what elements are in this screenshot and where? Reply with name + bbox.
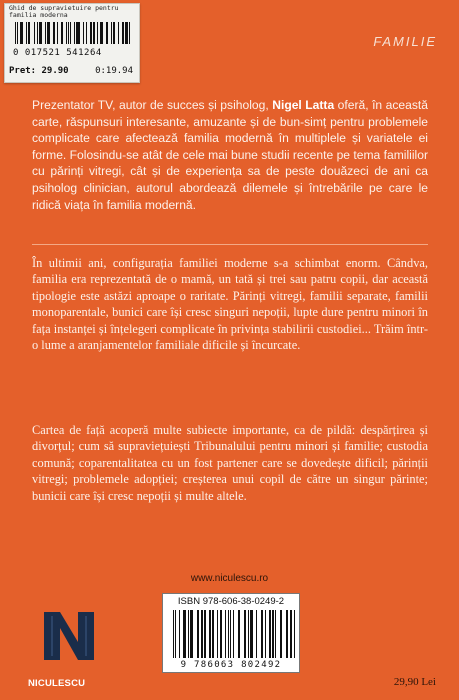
barcode-bar xyxy=(53,22,54,44)
barcode-bar xyxy=(175,610,176,658)
intro-before: Prezentator TV, autor de succes și psiholog, xyxy=(32,98,273,112)
barcode-bar xyxy=(45,22,46,44)
barcode-bar xyxy=(228,610,229,658)
barcode-bar xyxy=(66,22,67,44)
isbn-number: ISBN 978-606-38-0249-2 xyxy=(177,596,285,607)
barcode-bar xyxy=(265,610,266,658)
barcode-bar xyxy=(39,22,42,44)
publisher-website: www.niculescu.ro xyxy=(190,573,269,584)
barcode-bar xyxy=(212,610,214,658)
barcode-bar xyxy=(173,610,174,658)
isbn-barcode-bars xyxy=(173,610,289,658)
sticker-barcode xyxy=(15,22,127,44)
category-label: FAMILIE xyxy=(373,34,437,49)
barcode-bar xyxy=(188,610,189,658)
barcode-bar xyxy=(201,610,202,658)
barcode-bar xyxy=(183,610,185,658)
barcode-bar xyxy=(17,22,18,44)
barcode-bar xyxy=(28,22,30,44)
barcode-bar xyxy=(275,610,276,658)
barcode-bar xyxy=(106,22,108,44)
barcode-bar xyxy=(233,610,234,658)
sticker-time: 0:19.94 xyxy=(95,66,133,76)
price-sticker xyxy=(4,3,140,83)
barcode-bar xyxy=(90,22,92,44)
barcode-bar xyxy=(15,22,16,44)
barcode-bar xyxy=(238,610,240,658)
barcode-bar xyxy=(113,22,115,44)
barcode-digits: 9 786063 802492 xyxy=(180,660,282,670)
barcode-bar xyxy=(57,22,58,44)
cover-price: 29,90 Lei xyxy=(393,676,436,688)
barcode-bar xyxy=(248,610,249,658)
barcode-bar xyxy=(127,22,128,44)
isbn-barcode xyxy=(162,593,300,673)
barcode-bar xyxy=(190,610,193,658)
barcode-bar xyxy=(61,22,63,44)
barcode-bar xyxy=(179,610,180,658)
publisher-name: NICULESCU xyxy=(28,678,86,689)
sticker-title: Ghid de supravietuire pentru familia moderna xyxy=(9,4,119,19)
barcode-bar xyxy=(244,610,246,658)
barcode-bar xyxy=(204,610,206,658)
barcode-bar xyxy=(118,22,119,44)
publisher-logo-icon xyxy=(40,606,96,662)
barcode-bar xyxy=(294,610,295,658)
body-paragraph-1: În ultimii ani, configurația familiei moderne s-a schimbat enorm. Cândva, familia era reprezentată de o mamă, un tată și trei sau patru copii, dar această tipologie este astăzi aproape o raritate. Părinți vitregi, familii separate, familii monoparentale, bunici care își cresc singuri nepoții, lupte dure pentru minori în fața instanței și înțelegeri complicate în privința stabilirii custodiei... Trăim într-o lume a aranjamentelor familiale dificile și încurcate. xyxy=(32,256,428,353)
barcode-bar xyxy=(209,610,210,658)
barcode-bar xyxy=(225,610,226,658)
barcode-bar xyxy=(26,22,27,44)
sticker-price: Pret: 29.90 xyxy=(9,66,69,76)
barcode-bar xyxy=(197,610,199,658)
barcode-bar xyxy=(93,22,95,44)
barcode-bar xyxy=(68,22,69,44)
author-name: Nigel Latta xyxy=(272,98,335,112)
barcode-bar xyxy=(76,22,79,44)
body-paragraph-2: Cartea de față acoperă multe subiecte importante, ca de pildă: despărțirea și divorțul; cum să supraviețuiești Tribunalului pentru minori și familie; custodia comună; coparentalitatea cu un fost partener care se dovedește dificil; părinții vitregi; problemele adopției; creșterea unui copil de către un singur părinte; bunicii care își cresc nepoții și multe altele. xyxy=(32,423,428,503)
barcode-bar xyxy=(122,22,124,44)
intro-paragraph xyxy=(32,97,428,213)
barcode-bar xyxy=(272,610,274,658)
barcode-bar xyxy=(20,22,22,44)
barcode-bar xyxy=(250,610,252,658)
barcode-bar xyxy=(34,22,35,44)
barcode-bar xyxy=(256,610,257,658)
intro-after: oferă, în această carte, răspunsuri interesante, amuzante și de bun-simț pentru problemele complicate care afectează familia modernă în multiplele și variatele ei forme. Folosindu-se atât de cele mai bune studii recente pe tema familiilor cu părinți vitregi, cât și de experiența sa de peste douăzeci de ani ca psiholog clinician, autorul abordează dilemele și întrebările pe care le ridică viața în familia modernă. xyxy=(32,98,429,212)
barcode-bar xyxy=(100,22,103,44)
barcode-bar xyxy=(74,22,75,44)
barcode-bar xyxy=(291,610,292,658)
barcode-bar xyxy=(280,610,282,658)
barcode-bar xyxy=(83,22,84,44)
barcode-bar xyxy=(220,610,222,658)
sticker-code: 0 017521 541264 xyxy=(13,48,102,58)
barcode-bar xyxy=(129,22,130,44)
barcode-bar xyxy=(286,610,288,658)
barcode-bar xyxy=(47,22,50,44)
barcode-bar xyxy=(37,22,38,44)
barcode-bar xyxy=(230,610,231,658)
barcode-bar xyxy=(70,22,71,44)
section-divider xyxy=(32,244,428,245)
barcode-bar xyxy=(269,610,271,658)
barcode-bar xyxy=(111,22,112,44)
barcode-bar xyxy=(261,610,263,658)
barcode-bar xyxy=(217,610,218,658)
barcode-bar xyxy=(86,22,87,44)
barcode-bar xyxy=(97,22,98,44)
